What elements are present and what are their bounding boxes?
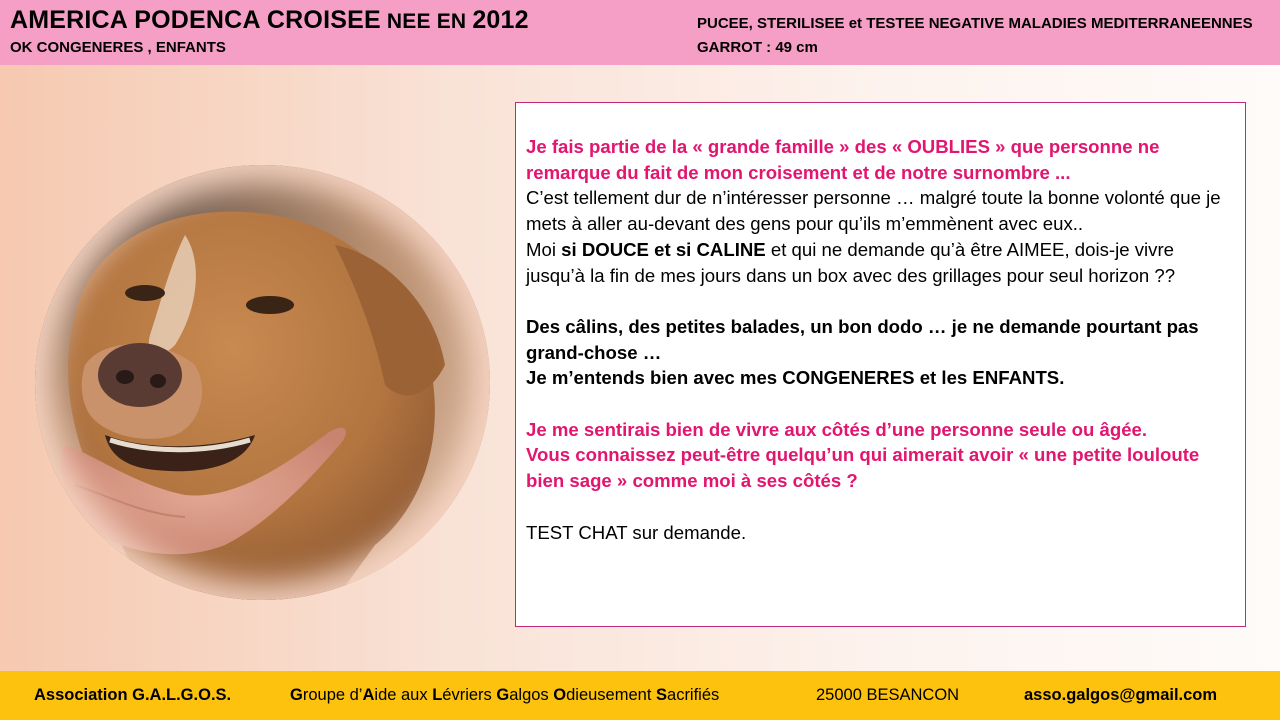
acronym-word-part: évriers (442, 686, 497, 704)
needs-paragraph: Des câlins, des petites balades, un bon dodo … je ne demande pourtant pas grand-chose … (526, 315, 1199, 363)
association-city: 25000 BESANCON (816, 686, 960, 704)
acronym-word-part: dieusement (566, 686, 656, 704)
title-breed: AMERICA PODENCA CROISEE (10, 6, 381, 34)
header-banner (0, 0, 1280, 65)
association-name: Association G.A.L.G.O.S. (34, 686, 232, 704)
acronym-word-part: algos (509, 686, 554, 704)
acronym-initial: L (432, 686, 443, 704)
intro-paragraph: Je fais partie de la « grande famille » des « OUBLIES » que personne ne remarque du fait de mon croisement et de notre surnombre ... (526, 136, 1160, 183)
acronym-word-part: acrifiés (667, 686, 720, 704)
character-rest: et qui ne demande qu’à être AIMEE, dois-je vivre jusqu’à la fin de mes jours dans un box avec des grillages pour seul horizon ?? (526, 238, 1176, 286)
acronym-initial: S (656, 686, 668, 704)
dog-photo (35, 165, 490, 600)
paragraph-spacer (526, 391, 1226, 417)
character-traits: si DOUCE et si CALINE (561, 238, 766, 260)
cat-test-note: TEST CHAT sur demande. (526, 521, 747, 543)
acronym-initial: O (553, 686, 567, 704)
acronym-initial: G (496, 686, 510, 704)
paragraph-spacer (526, 288, 1226, 314)
difficulty-paragraph: C’est tellement dur de n’intéresser personne … malgré toute la bonne volonté que je mets à aller au-devant des gens pour qu’ils m’emmènent avec eux.. (526, 187, 1221, 235)
page-title (10, 6, 529, 35)
compatibility-paragraph: Je m’entends bien avec mes CONGENERES et les ENFANTS. (526, 367, 1065, 389)
description-box (515, 102, 1246, 627)
ideal-home-paragraph: Je me sentirais bien de vivre aux côtés d’une personne seule ou âgée. (526, 418, 1148, 440)
contact-email[interactable]: asso.galgos@gmail.com (1024, 686, 1218, 704)
header-subtitle: OK CONGENERES , ENFANTS (10, 39, 226, 56)
acronym-word-part: roupe d’ (302, 686, 363, 704)
paragraph-spacer (526, 494, 1226, 520)
character-paragraph (526, 237, 1226, 288)
title-nee: NEE EN (380, 10, 473, 33)
header-health-info: PUCEE, STERILISEE et TESTEE NEGATIVE MALADIES MEDITERRANEENNES (697, 15, 1253, 32)
association-full-name (290, 686, 719, 705)
appeal-paragraph: Vous connaissez peut-être quelqu’un qui aimerait avoir « une petite louloute bien sage » comme moi à ses côtés ? (526, 444, 1200, 492)
description-text (526, 134, 1226, 545)
character-lead: Moi (526, 238, 562, 260)
header-height-info: GARROT : 49 cm (697, 39, 818, 56)
acronym-initial: A (362, 686, 375, 704)
acronym-word-part: ide aux (374, 686, 433, 704)
footer-banner (0, 671, 1280, 720)
title-year: 2012 (472, 6, 529, 34)
acronym-initial: G (290, 686, 303, 704)
